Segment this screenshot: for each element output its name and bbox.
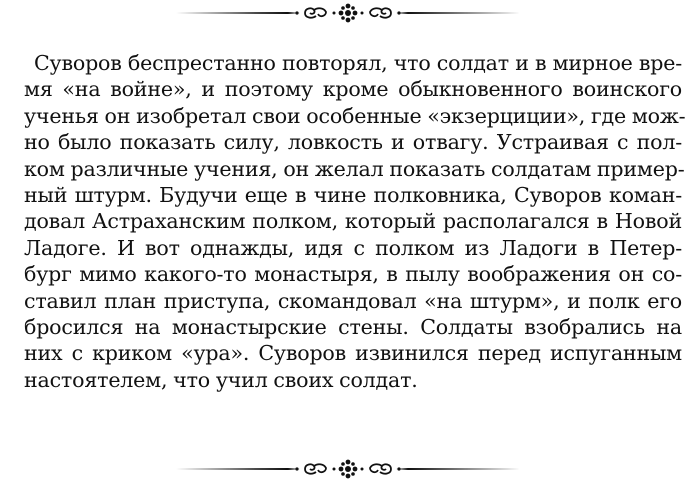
paragraph-line: но было показать силу, ловкость и отвагу. Устраивая с пол-: [24, 130, 682, 155]
paragraph-line: довал Астраханским полком, который располагался в Новой: [24, 209, 682, 234]
paragraph-line: мя «на войне», и поэтому кроме обыкновенного воинского: [24, 77, 682, 102]
paragraph-line: ученья он изобретал свои особенные «экзерциции», где мож-: [24, 103, 686, 128]
paragraph-line: бросился на монастырские стены. Солдаты взобрались на: [24, 314, 682, 339]
paragraph-line: ком различные учения, он желал показать солдатам пример-: [24, 156, 685, 181]
ornament-divider-icon: [0, 458, 696, 480]
paragraph-line: ставил план приступа, скомандовал «на штурм», и полк его: [24, 288, 682, 313]
top-ornament-divider: [0, 2, 696, 24]
body-paragraph: [24, 50, 686, 393]
paragraph-line: Ладоге. И вот однажды, идя с полком из Ладоги в Петер-: [24, 235, 682, 260]
paragraph-line: Суворов беспрестанно повторял, что солдат и в мирное вре-: [34, 51, 682, 75]
paragraph-line: бург мимо какого-то монастыря, в пылу воображения он со-: [24, 262, 682, 287]
paragraph-line: них с криком «ура». Суворов извинился перед испуганным: [24, 341, 682, 366]
paragraph-line: настоятелем, что учил своих солдат.: [24, 367, 418, 392]
paragraph-line: ный штурм. Будучи еще в чине полковника, Суворов коман-: [24, 182, 682, 207]
ornament-divider-icon: [0, 2, 696, 24]
bottom-ornament-divider: [0, 458, 696, 480]
